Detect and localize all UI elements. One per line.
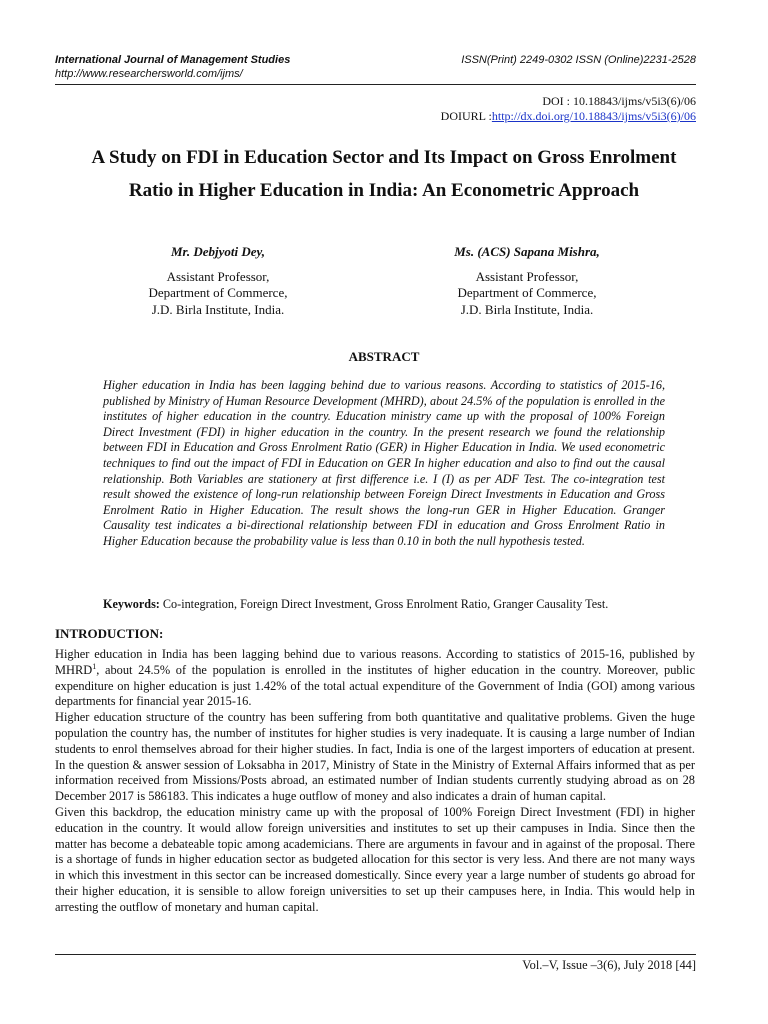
paragraph-text: Higher education in India has been lagging behind due to various reasons. According to statistics of 2015-16, published by MHRD: [55, 647, 695, 677]
doi-link[interactable]: http://dx.doi.org/10.18843/ijms/v5i3(6)/06: [491, 109, 696, 123]
author-department: Department of Commerce,: [148, 285, 288, 300]
title-line-2: Ratio in Higher Education in India: An Econometric Approach: [128, 180, 640, 201]
author-block-1: [98, 244, 338, 318]
introduction-paragraph-3: Given this backdrop, the education ministry came up with the proposal of 100% Foreign Direct Investment (FDI) in higher education in the country. It would allow foreign universities and institutes to set up their campuses in India. Since then the matter has become a debateable topic among academicians. There are arguments in favour and in against of the proposal. There is a shortage of funds in higher education sector as budgeted allocation for this sector is very less. And there are not many ways in which this investment in this sector can be increased domestically. Since every year a large number of students go abroad for their higher education, it is sensible to allow foreign universities to set up their campuses here, in India. This would help in arresting the outflow of monetary and human capital.: [55, 804, 695, 914]
doiurl-label: DOIURL :: [440, 109, 492, 123]
keywords-line: [103, 597, 696, 612]
keywords-text: Co-integration, Foreign Direct Investment, Gross Enrolment Ratio, Granger Causality Test.: [159, 597, 609, 611]
paragraph-text: , about 24.5% of the population is enrolled in the institutes of higher education in the country. Moreover, public expenditure on higher education is just 1.42% of the total actual expenditure of the Government of India (GOI) among various departments for financial year 2015-16.: [55, 662, 695, 709]
abstract-text: Higher education in India has been lagging behind due to various reasons. According to statistics of 2015-16, published by Ministry of Human Resource Development (MHRD), about 24.5% of the population is enrolled in the institutes of higher education in the country. Education ministry came up with the proposal of 100% Foreign Direct Investment (FDI) in higher education in the country. In the present research we found the relationship between FDI in Education and Gross Enrolment Ratio (GER) in Higher Education in India. We used econometric techniques to find out the impact of FDI in Education on GER In higher education and also to find out the causal relationship. Both Variables are stationery at first difference i.e. I (I) as per ADF Test. The co-integration test result showed the existence of long-run relationship between Foreign Direct Investments in Education and Gross Enrolment Ratio in Higher Education. The result shows the long-run GER in Higher Education. Granger Causality test indicates a bi-directional relationship between FDI in education and Gross Enrolment Ratio in Higher Education because the probability value is less than 0.10 in both the null hypothesis tested.: [103, 378, 665, 548]
paper-title: [40, 141, 728, 207]
author-position: Assistant Professor,: [475, 268, 579, 284]
header-divider: [55, 84, 696, 85]
author-institute: J.D. Birla Institute, India.: [460, 301, 594, 317]
journal-header: [55, 53, 290, 81]
doi-block: [441, 94, 696, 124]
author-position: Assistant Professor,: [166, 268, 270, 284]
doi-text: DOI : 10.18843/ijms/v5i3(6)/06: [542, 94, 696, 108]
journal-url[interactable]: http://www.researchersworld.com/ijms/: [55, 68, 243, 80]
keywords-label: Keywords:: [103, 597, 160, 611]
footer-divider: [55, 954, 696, 955]
introduction-paragraph-2: Higher education structure of the country has been suffering from both quantitative and qualitative problems. Given the huge population the country has, the number of institutes for higher studies is very inadequate. It is causing a large number of Indian students to enrol themselves abroad for their higher studies. In fact, India is one of the largest importers of education at present. In the question & answer session of Loksabha in 2017, Ministry of State in the Ministry of External Affairs informed that as per information received from Missions/Posts abroad, an estimated number of Indian students currently studying abroad as on 28 December 2017 is 586183. This indicates a huge outflow of money and also indicates a drain of human capital.: [55, 710, 695, 804]
author-name: Ms. (ACS) Sapana Mishra,: [454, 244, 600, 259]
introduction-paragraph-1: [55, 647, 695, 710]
author-name: Mr. Debjyoti Dey,: [170, 244, 266, 259]
footer-volume: Vol.–V, Issue –3(6), July 2018 [44]: [522, 958, 696, 972]
title-line-1: A Study on FDI in Education Sector and Its Impact on Gross Enrolment: [91, 147, 677, 168]
footnote-marker: 1: [92, 661, 97, 671]
issn-text: ISSN(Print) 2249-0302 ISSN (Online)2231-2528: [461, 54, 696, 66]
introduction-body: [55, 647, 695, 916]
author-department: Department of Commerce,: [457, 285, 597, 300]
introduction-heading: INTRODUCTION:: [55, 626, 164, 641]
journal-name: International Journal of Management Studies: [55, 54, 291, 66]
author-block-2: [407, 244, 647, 318]
author-institute: J.D. Birla Institute, India.: [151, 301, 285, 317]
abstract-heading: ABSTRACT: [348, 349, 420, 364]
